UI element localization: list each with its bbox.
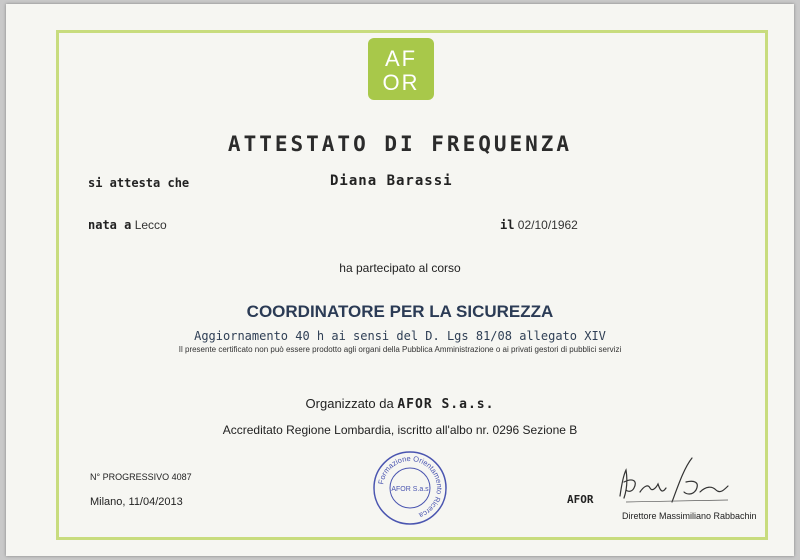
organizer-line xyxy=(0,396,800,412)
stamp-center-text: AFOR S.a.s xyxy=(391,486,429,493)
stamp-ring-text: Formazione Orientamento Ricerca xyxy=(376,453,445,521)
afor-logo xyxy=(368,38,434,100)
stamp-graphic xyxy=(372,450,448,526)
signer-name: Direttore Massimiliano Rabbachin xyxy=(622,511,757,521)
birth-date-value: 02/10/1962 xyxy=(517,218,578,232)
progressive-number: N° PROGRESSIVO 4087 xyxy=(90,472,192,482)
participant-name: Diana Barassi xyxy=(330,173,453,189)
attest-label: si attesta che xyxy=(88,176,190,190)
svg-text:AF: AF xyxy=(384,46,418,71)
accreditation-text: Accreditato Regione Lombardia, iscritto all'albo nr. 0296 Sezione B xyxy=(222,423,578,437)
organizer-prefix: Organizzato da xyxy=(305,396,394,411)
signature-graphic xyxy=(612,452,732,508)
place-date: Milano, 11/04/2013 xyxy=(90,496,183,508)
birth-place-value: Lecco xyxy=(134,218,167,232)
certificate-title: ATTESTATO DI FREQUENZA xyxy=(227,132,573,156)
handwritten-signature xyxy=(612,452,732,508)
birth-place-row xyxy=(88,218,167,232)
participated-text: ha partecipato al corso xyxy=(339,261,461,275)
signature-label: AFOR xyxy=(567,493,594,506)
course-title: COORDINATORE PER LA SICUREZZA xyxy=(246,302,554,321)
birth-place-label: nata a xyxy=(88,218,132,232)
birth-date-label: il xyxy=(500,218,515,232)
afor-logo-graphic xyxy=(368,38,434,100)
course-note: Il presente certificato non può essere prodotto agli organi della Pubblica Amministrazione o ai privati gestori di pubblici servizi xyxy=(178,345,622,354)
afor-stamp xyxy=(372,450,448,526)
birth-date-row xyxy=(500,218,578,232)
course-subtitle: Aggiornamento 40 h ai sensi del D. Lgs 81/08 allegato XIV xyxy=(194,329,606,343)
organizer-name: AFOR S.a.s. xyxy=(397,397,495,412)
svg-text:OR: OR xyxy=(382,70,420,95)
